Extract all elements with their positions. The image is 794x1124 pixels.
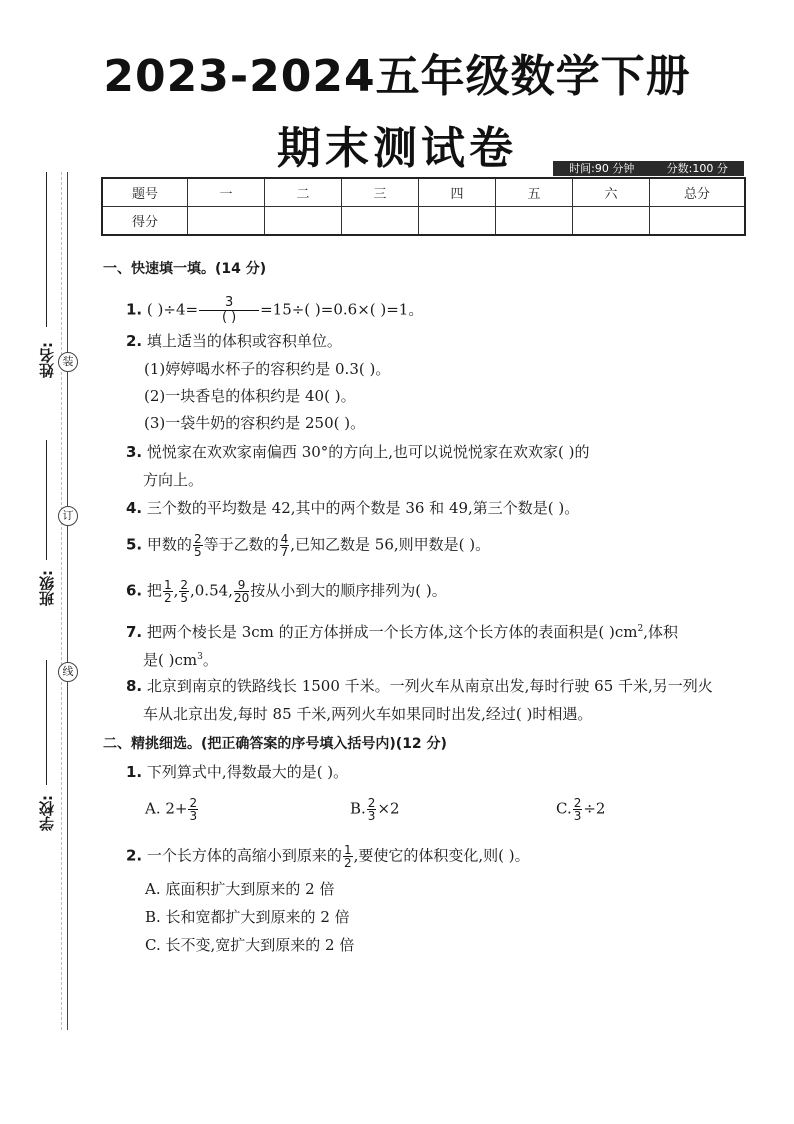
score-input-cell[interactable] bbox=[573, 207, 650, 236]
seal-xian: 线 bbox=[58, 662, 78, 682]
question-1-2-sub1: (1)婷婷喝水杯子的容积约是 0.3( )。 bbox=[144, 360, 391, 378]
section2-heading: 二、精挑细选。(把正确答案的序号填入括号内)(12 分) bbox=[103, 736, 447, 752]
question-text: 甲数的 bbox=[146, 535, 192, 554]
question-text: 填上适当的体积或容积单位。 bbox=[146, 332, 342, 350]
fraction-numerator: 1 bbox=[163, 578, 172, 592]
score-header-cell: 一 bbox=[188, 178, 265, 207]
question-number: 3. bbox=[126, 443, 143, 461]
score-table-header-row bbox=[102, 178, 745, 207]
fraction bbox=[280, 533, 290, 558]
question-text: 是( )cm bbox=[143, 651, 198, 669]
option-text: A. 2+ bbox=[145, 799, 188, 818]
score-row-label: 得分 bbox=[102, 207, 188, 236]
question-2-1 bbox=[126, 762, 348, 782]
question-text: ,0.54, bbox=[190, 581, 233, 600]
title-line1: 2023-2024五年级数学下册 bbox=[103, 51, 691, 102]
question-1-7-cont bbox=[143, 647, 218, 670]
binding-dashed-line bbox=[61, 172, 62, 1030]
question-text: ,已知乙数是 56,则甲数是( )。 bbox=[290, 535, 491, 554]
fraction bbox=[193, 533, 203, 558]
score-header-cell: 总分 bbox=[650, 178, 746, 207]
seal-ding: 订 bbox=[58, 506, 78, 526]
option-a[interactable] bbox=[145, 797, 199, 822]
option-text: C. bbox=[556, 799, 572, 818]
score-input-cell[interactable] bbox=[650, 207, 746, 236]
option-a[interactable]: A. 底面积扩大到原来的 2 倍 bbox=[145, 880, 335, 898]
option-text: ÷2 bbox=[583, 799, 606, 818]
fraction-numerator: 1 bbox=[343, 843, 352, 857]
question-number: 1. bbox=[126, 763, 143, 781]
score-table-score-row bbox=[102, 207, 745, 236]
option-text: B. bbox=[350, 799, 366, 818]
question-text: ,要使它的体积变化,则( )。 bbox=[353, 846, 530, 865]
question-number: 8. bbox=[126, 677, 143, 695]
fraction-numerator: 2 bbox=[367, 796, 376, 810]
option-b[interactable]: B. 长和宽都扩大到原来的 2 倍 bbox=[145, 908, 350, 926]
score-header-cell: 五 bbox=[496, 178, 573, 207]
title-line2: 期末测试卷 bbox=[277, 123, 517, 174]
question-1-8-cont: 车从北京出发,每时 85 千米,两列火车如果同时出发,经过( )时相遇。 bbox=[143, 705, 593, 723]
fraction bbox=[234, 579, 249, 604]
question-number: 2. bbox=[126, 846, 143, 865]
superscript: 3 bbox=[197, 652, 203, 662]
fraction bbox=[343, 844, 353, 869]
question-text: 把两个棱长是 3cm 的正方体拼成一个长方体,这个长方体的表面积是( )cm bbox=[146, 623, 638, 641]
question-text: 等于乙数的 bbox=[203, 535, 279, 554]
question-text: 把 bbox=[146, 581, 162, 600]
option-c[interactable] bbox=[556, 797, 605, 822]
score-input-cell[interactable] bbox=[188, 207, 265, 236]
seal-zhuang: 装 bbox=[58, 352, 78, 372]
question-text: ,体积 bbox=[643, 623, 679, 641]
question-number: 2. bbox=[126, 332, 143, 350]
question-1-2-sub2: (2)一块香皂的体积约是 40( )。 bbox=[144, 387, 356, 405]
score-table bbox=[101, 177, 746, 236]
fraction bbox=[163, 579, 173, 604]
score-input-cell[interactable] bbox=[496, 207, 573, 236]
fraction-numerator: 2 bbox=[189, 796, 198, 810]
fraction-numerator: 9 bbox=[234, 579, 249, 592]
question-number: 1. bbox=[126, 300, 143, 319]
fraction-denominator: 20 bbox=[233, 591, 250, 605]
option-text: ×2 bbox=[377, 799, 400, 818]
question-text: 北京到南京的铁路线长 1500 千米。一列火车从南京出发,每时行驶 65 千米,另一列火 bbox=[146, 677, 713, 695]
score-header-cell: 题号 bbox=[102, 178, 188, 207]
question-number: 4. bbox=[126, 499, 143, 517]
fraction-denominator: 2 bbox=[163, 591, 172, 605]
school-field[interactable] bbox=[20, 660, 60, 850]
fraction bbox=[188, 797, 198, 822]
superscript: 2 bbox=[637, 624, 644, 634]
school-label: 学校: bbox=[38, 795, 56, 831]
option-c[interactable]: C. 长不变,宽扩大到原来的 2 倍 bbox=[145, 936, 355, 954]
binding-line bbox=[67, 172, 68, 1030]
fraction bbox=[573, 797, 583, 822]
fraction-numerator: 2 bbox=[573, 796, 582, 810]
fraction-denominator: 3 bbox=[573, 809, 582, 823]
question-1-5 bbox=[126, 533, 490, 558]
score-header-cell: 三 bbox=[342, 178, 419, 207]
name-field-line bbox=[46, 172, 47, 327]
fraction-denominator: 5 bbox=[180, 591, 188, 605]
question-1-3 bbox=[126, 442, 590, 462]
question-text: 按从小到大的顺序排列为( )。 bbox=[250, 581, 447, 600]
section1-heading: 一、快速填一填。(14 分) bbox=[103, 261, 267, 277]
question-text: 下列算式中,得数最大的是( )。 bbox=[146, 763, 349, 781]
fraction-denominator: 7 bbox=[280, 545, 289, 559]
name-field[interactable] bbox=[20, 172, 60, 402]
fraction-denominator: ( ) bbox=[221, 310, 237, 325]
question-1-2-sub3: (3)一袋牛奶的容积约是 250( )。 bbox=[144, 414, 366, 432]
fraction-denominator: 5 bbox=[193, 545, 202, 559]
score-input-cell[interactable] bbox=[342, 207, 419, 236]
score-input-cell[interactable] bbox=[419, 207, 496, 236]
question-text: 一个长方体的高缩小到原来的 bbox=[146, 846, 342, 865]
question-2-2 bbox=[126, 844, 530, 869]
fraction bbox=[367, 797, 377, 822]
fraction-numerator: 3 bbox=[199, 296, 259, 311]
score-header-cell: 六 bbox=[573, 178, 650, 207]
question-text: 悦悦家在欢欢家南偏西 30°的方向上,也可以说悦悦家在欢欢家( )的 bbox=[146, 443, 590, 461]
fraction-numerator: 2 bbox=[180, 578, 188, 592]
question-number: 5. bbox=[126, 535, 143, 554]
question-1-2 bbox=[126, 331, 342, 351]
question-text: ( )÷4= bbox=[146, 300, 199, 319]
name-label: 姓名: bbox=[38, 342, 56, 378]
fraction bbox=[199, 296, 259, 325]
question-text: 。 bbox=[202, 651, 218, 669]
question-1-8 bbox=[126, 676, 713, 696]
fraction-denominator: 3 bbox=[189, 809, 198, 823]
question-1-3-cont: 方向上。 bbox=[143, 471, 204, 489]
option-b[interactable] bbox=[350, 797, 400, 822]
question-number: 6. bbox=[126, 581, 143, 600]
question-1-7 bbox=[126, 619, 678, 642]
exam-score: 分数:100 分 bbox=[666, 162, 728, 175]
score-header-cell: 二 bbox=[265, 178, 342, 207]
class-label: 班级: bbox=[38, 570, 56, 606]
score-input-cell[interactable] bbox=[265, 207, 342, 236]
question-text: =15÷( )=0.6×( )=1。 bbox=[260, 300, 424, 319]
fraction-denominator: 3 bbox=[367, 809, 376, 823]
question-number: 7. bbox=[126, 623, 143, 641]
class-field[interactable] bbox=[20, 440, 60, 640]
fraction-numerator: 2 bbox=[193, 532, 202, 546]
exam-time: 时间:90 分钟 bbox=[569, 162, 635, 175]
question-1-6: 6. 把 $\frac{1}{2}$ , $\frac{2}{5}$ ,0.54, $\frac{9}{20}$ 按从小到大的顺序排列为( )。 bbox=[126, 578, 447, 605]
exam-info-bar bbox=[553, 161, 744, 176]
fraction bbox=[179, 579, 189, 604]
fraction-denominator: 2 bbox=[343, 856, 352, 870]
class-field-line bbox=[46, 440, 47, 560]
question-1-1 bbox=[126, 296, 423, 325]
fraction-numerator: 4 bbox=[280, 532, 289, 546]
score-header-cell: 四 bbox=[419, 178, 496, 207]
school-field-line bbox=[46, 660, 47, 785]
question-1-4 bbox=[126, 498, 579, 518]
question-text: 三个数的平均数是 42,其中的两个数是 36 和 49,第三个数是( )。 bbox=[146, 499, 580, 517]
